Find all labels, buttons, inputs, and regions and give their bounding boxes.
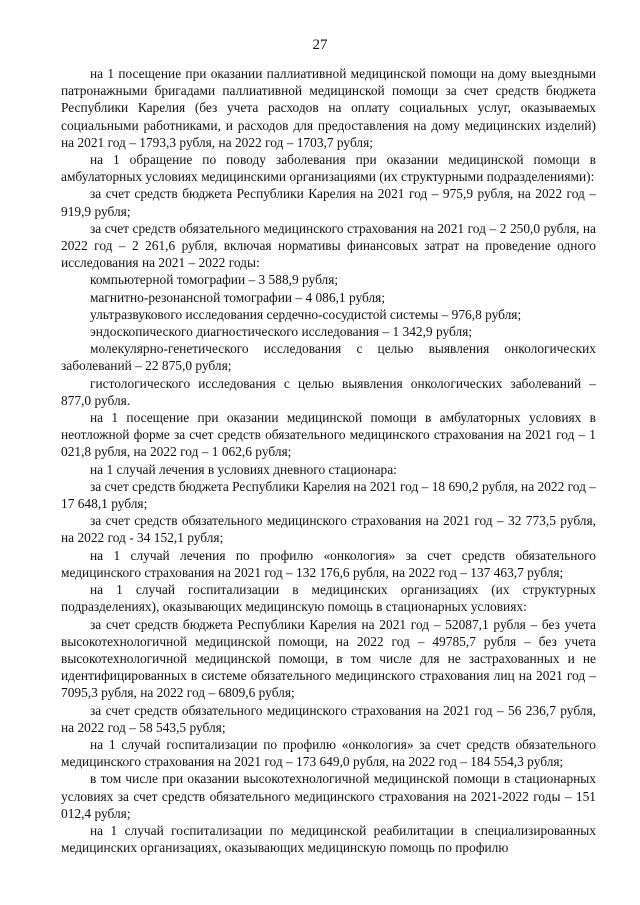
paragraph: эндоскопического диагностического исследования – 1 342,9 рубля;: [90, 324, 473, 340]
paragraph: на 1 обращение по поводу заболевания при оказании медицинской помощи в амбулаторных условиях медицинскими организациями (их структурными подразделениями):: [61, 152, 596, 185]
paragraph: на 1 случай лечения по профилю «онкология» за счет средств обязательного медицинского страхования на 2021 год – 132 176,6 рубля, на 2022 год – 137 463,7 рубля;: [61, 547, 596, 580]
paragraph: за счет средств обязательного медицинского страхования на 2021 год – 32 773,5 рубля, на 2022 год - 34 152,1 рубля;: [61, 513, 596, 546]
paragraph: молекулярно-генетического исследования с целью выявления онкологических заболеваний – 22 875,0 рубля;: [61, 341, 596, 374]
paragraph: на 1 случай госпитализации по профилю «онкология» за счет средств обязательного медицинского страхования на 2021 год – 173 649,0 рубля, на 2022 год – 184 554,3 рубля;: [61, 736, 596, 770]
paragraph: гистологического исследования с целью выявления онкологических заболеваний – 877,0 рубля.: [61, 375, 596, 408]
paragraph: за счет средств бюджета Республики Карелия на 2021 год – 52087,1 рубля – без учета высокотехнологичной медицинской помощи, на 2022 год – 49785,7 рубля – без учета высокотехнологичной медицинской помощи, в том числе для не застрахованных и не идентифицированных в системе обязательного медицинского страхования лиц на 2021 год – 7095,3 рубля, на 2022 год – 6809,6 рубля;: [61, 616, 596, 701]
paragraph: компьютерной томографии – 3 588,9 рубля;: [90, 272, 339, 288]
paragraph: на 1 посещение при оказании медицинской помощи в амбулаторных условиях в неотложной форме за счет средств обязательного медицинского страхования на 2021 год – 1 021,8 рубля, на 2022 год – 1 062,6 рубля;: [61, 410, 596, 460]
paragraph: за счет средств обязательного медицинского страхования на 2021 год – 56 236,7 рубля, на 2022 год – 58 543,5 рубля;: [61, 702, 596, 735]
paragraph: на 1 случай госпитализации в медицинских организациях (их структурных подразделениях), оказывающих медицинскую помощь в стационарных условиях:: [61, 582, 596, 615]
paragraph: на 1 случай лечения в условиях дневного стационара:: [90, 461, 397, 477]
paragraph: на 1 посещение при оказании паллиативной медицинской помощи на дому выездными патронажными бригадами паллиативной медицинской помощи за счет средств бюджета Республики Карелия (без учета расходов на оплату социальных услуг, оказываемых социальными работниками, и расходов для предоставления на дому медицинских изделий) на 2021 год – 1793,3 рубля, на 2022 год – 1703,7 рубля;: [61, 66, 596, 150]
paragraph: ультразвукового исследования сердечно-сосудистой системы – 976,8 рубля;: [90, 306, 522, 322]
page-number: 27: [312, 37, 328, 53]
paragraph: за счет средств бюджета Республики Карелия на 2021 год – 975,9 рубля, на 2022 год – 919,9 рубля;: [61, 186, 596, 219]
paragraph: за счет средств обязательного медицинского страхования на 2021 год – 2 250,0 рубля, на 2022 год – 2 261,6 рубля, включая нормативы финансовых затрат на проведение одного исследования на 2021 – 2022 годы:: [61, 220, 596, 271]
document-body: [61, 65, 596, 856]
paragraph: в том числе при оказании высокотехнологичной медицинской помощи в стационарных условиях за счет средств обязательного медицинского страхования на 2021-2022 годы – 151 012,4 рубля;: [61, 771, 596, 821]
paragraph: магнитно-резонансной томографии – 4 086,1 рубля;: [90, 289, 386, 305]
paragraph: на 1 случай госпитализации по медицинской реабилитации в специализированных медицинских организациях, оказывающих медицинскую помощь по профилю: [61, 822, 596, 856]
paragraph: за счет средств бюджета Республики Карелия на 2021 год – 18 690,2 рубля, на 2022 год – 17 648,1 рубля;: [61, 478, 596, 512]
